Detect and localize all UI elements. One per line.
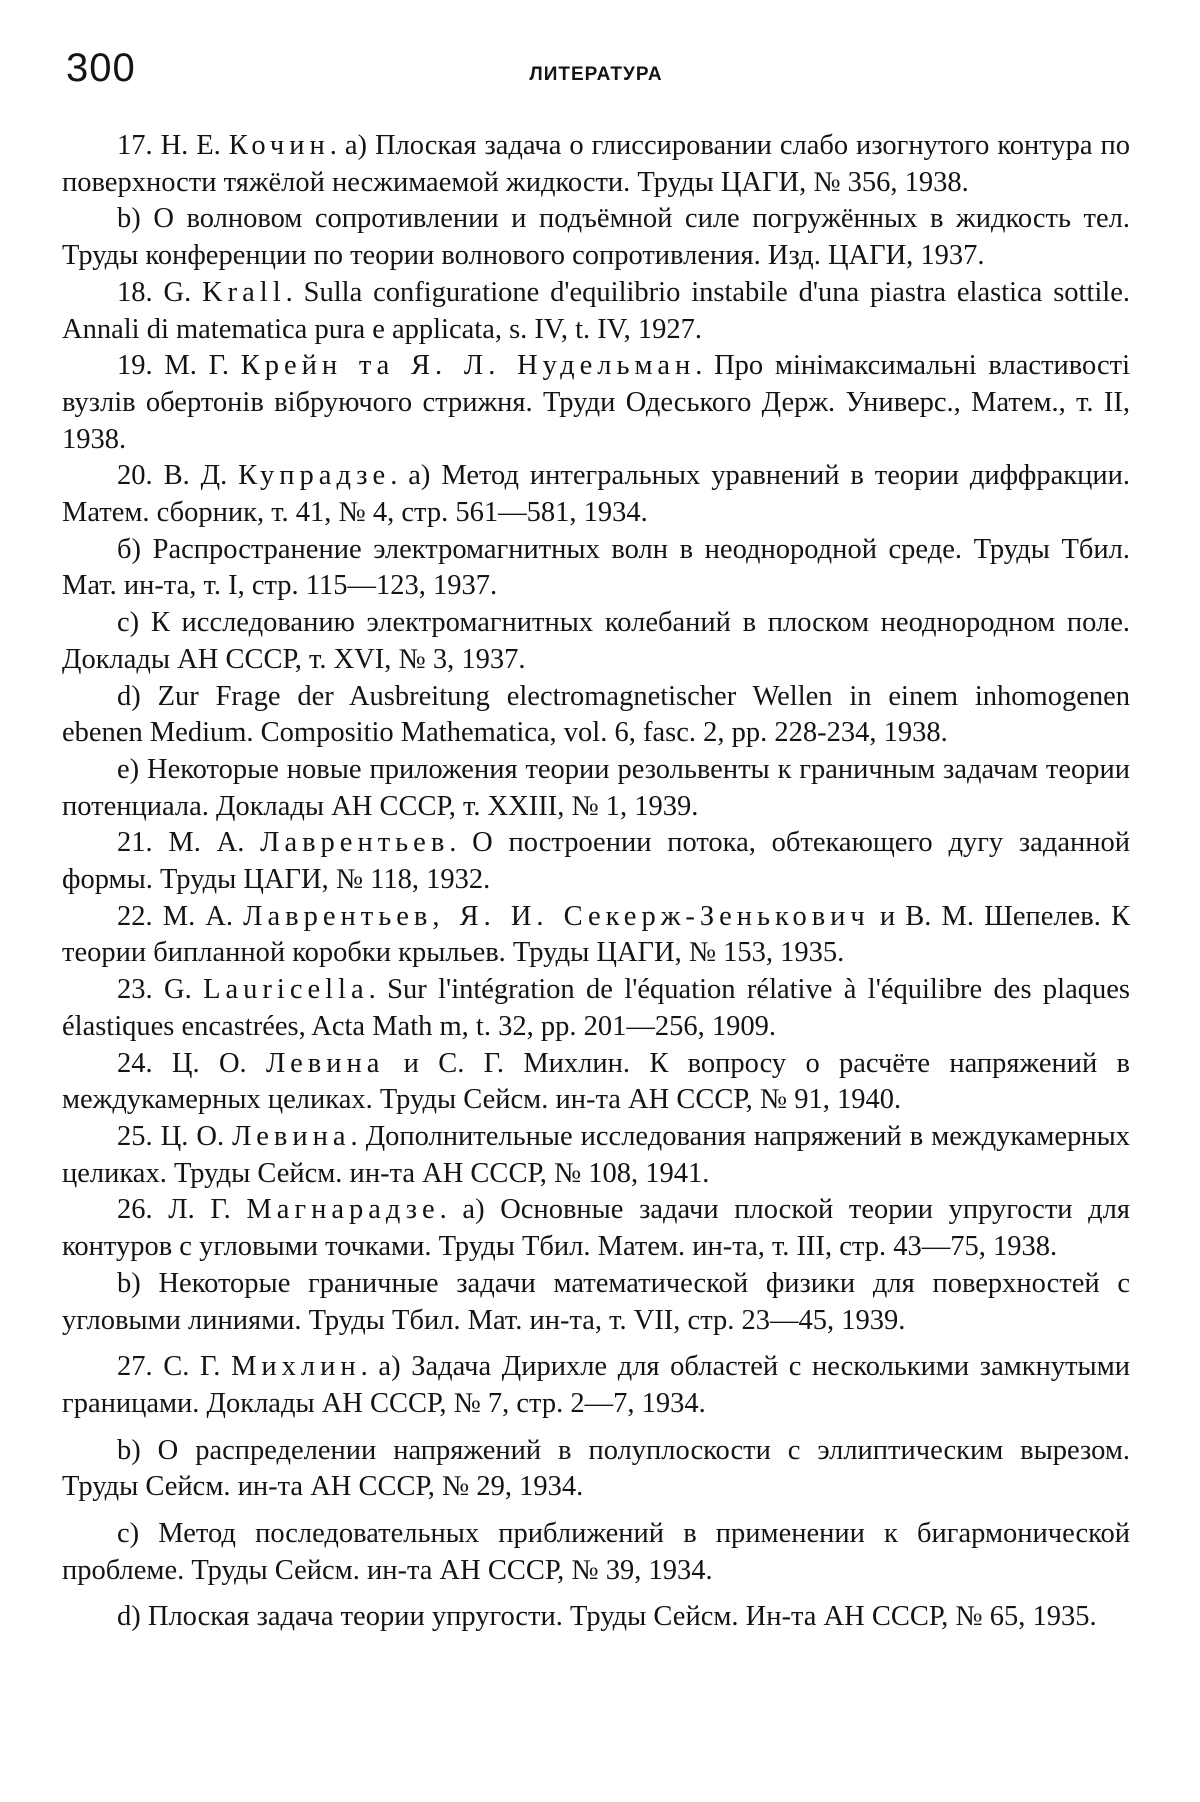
- page-number: 300: [66, 46, 136, 90]
- reference-entry: 21. М. А. Лаврентьев. О построении потока, обтекающего дугу заданной формы. Труды ЦАГИ, № 118, 1932.: [62, 827, 1130, 896]
- reference-entry: 23. G. Lauricella. Sur l'intégration de l'équation rélative à l'équilibre des plaques élastiques encastrées, Acta Math m, t. 32, pp. 201—256, 1909.: [62, 974, 1130, 1042]
- reference-entry: 25. Ц. О. Левина. Дополнительные исследования напряжений в междукамерных целиках. Труды Сейсм. ин-та АН СССР, № 108, 1941.: [62, 1120, 1130, 1189]
- reference-entry: б) Распространение электромагнитных волн в неоднородной среде. Труды Тбил. Мат. ин-та, т. I, стр. 115—123, 1937.: [62, 533, 1130, 602]
- reference-entry: d) Zur Frage der Ausbreitung electromagnetischer Wellen in einem inhomogenen ebenen Medium. Compositio Mathematica, vol. 6, fasc. 2, pp. 228-234, 1938.: [62, 680, 1130, 749]
- reference-entry: 17. Н. Е. Кочин. а) Плоская задача о глиссировании слабо изогнутого контура по поверхности тяжёлой несжимаемой жидкости. Труды ЦАГИ, № 356, 1938.: [62, 130, 1130, 198]
- reference-entry: c) К исследованию электромагнитных колебаний в плоском неоднородном поле. Доклады АН СССР, т. XVI, № 3, 1937.: [62, 607, 1130, 675]
- reference-entry: c) Метод последовательных приближений в применении к бигармонической проблеме. Труды Сейсм. ин-та АН СССР, № 39, 1934.: [62, 1518, 1130, 1586]
- reference-list: [62, 128, 1130, 1636]
- reference-entry: 24. Ц. О. Левина и С. Г. Михлин. К вопросу о расчёте напряжений в междукамерных целиках. Труды Сейсм. ин-та АН СССР, № 91, 1940.: [62, 1047, 1130, 1116]
- reference-entry: 26. Л. Г. Магнарадзе. а) Основные задачи плоской теории упругости для контуров с угловыми точками. Труды Тбил. Матем. ин-та, т. III, стр. 43—75, 1938.: [62, 1194, 1131, 1263]
- reference-entry: 18. G. Krall. Sulla configuratione d'equilibrio instabile d'una piastra elastica sottile. Annali di matematica pura e applicata, s. IV, t. IV, 1927.: [62, 276, 1130, 345]
- reference-entry: b) О распределении напряжений в полуплоскости с эллиптическим вырезом. Труды Сейсм. ин-та АН СССР, № 29, 1934.: [62, 1434, 1130, 1503]
- reference-entry: d) Плоская задача теории упругости. Труды Сейсм. Ин-та АН СССР, № 65, 1935.: [117, 1601, 1097, 1633]
- reference-entry: e) Некоторые новые приложения теории резольвенты к граничным задачам теории потенциала. Доклады АН СССР, т. XXIII, № 1, 1939.: [62, 753, 1130, 822]
- reference-entry: 20. В. Д. Купрадзе. а) Метод интегральных уравнений в теории диффракции. Матем. сборник, т. 41, № 4, стр. 561—581, 1934.: [62, 460, 1131, 529]
- reference-entry: b) О волновом сопротивлении и подъёмной силе погружённых в жидкость тел. Труды конференции по теории волнового сопротивления. Изд. ЦАГИ, 1937.: [62, 203, 1130, 272]
- reference-entry: 19. М. Г. Крейн та Я. Л. Нудельман. Про мінімаксимальні властивості вузлів обертонів вібруючого стрижня. Труди Одеського Держ. Универс., Матем., т. II, 1938.: [62, 350, 1130, 455]
- reference-entry: 22. М. А. Лаврентьев, Я. И. Секерж-Зенькович и В. М. Шепелев. К теории бипланной коробки крыльев. Труды ЦАГИ, № 153, 1935.: [62, 900, 1130, 969]
- page-header: [66, 46, 1126, 106]
- running-head: ЛИТЕРАТУРА: [529, 64, 663, 85]
- reference-entry: 27. С. Г. Михлин. а) Задача Дирихле для областей с несколькими замкнутыми границами. Доклады АН СССР, № 7, стр. 2—7, 1934.: [62, 1351, 1130, 1419]
- reference-entry: b) Некоторые граничные задачи математической физики для поверхностей с угловыми линиями. Труды Тбил. Мат. ин-та, т. VII, стр. 23—45, 1939.: [62, 1267, 1130, 1336]
